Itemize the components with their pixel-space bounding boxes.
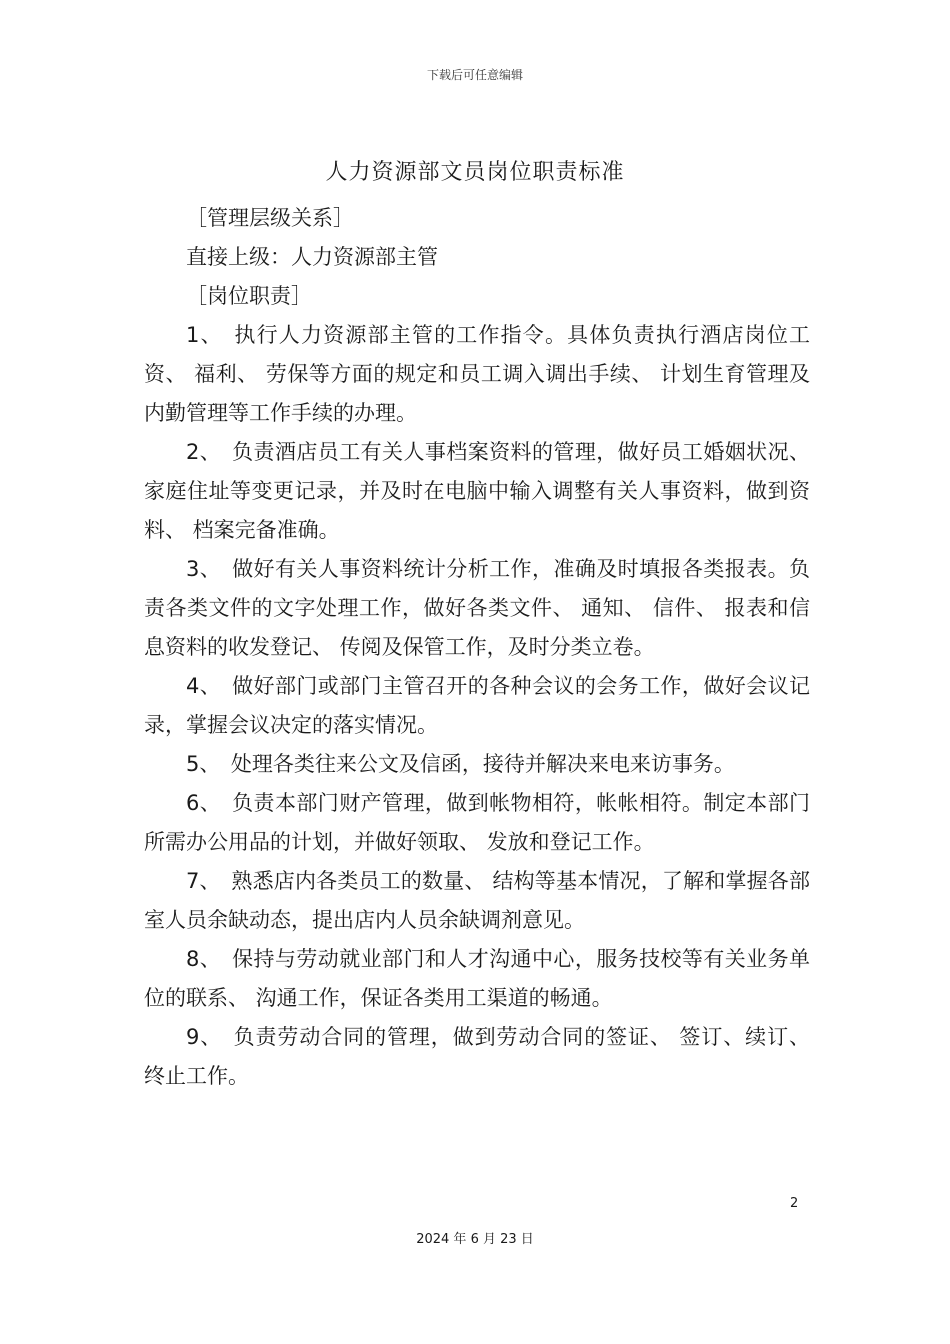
- direct-superior-line: 直接上级：人力资源部主管: [186, 245, 438, 269]
- duty-item: 9、 负责劳动合同的管理，做到劳动合同的签证、 签订、续订、 终止工作。: [144, 1025, 810, 1088]
- duty-item: 3、 做好有关人事资料统计分析工作，准确及时填报各类报表。负责各类文件的文字处理工作，做好各类文件、 通知、 信件、 报表和信息资料的收发登记、 传阅及保管工作，及时分类立卷。: [144, 557, 810, 659]
- document-title: 人力资源部文员岗位职责标准: [325, 160, 625, 185]
- page-number: 2: [790, 1196, 799, 1211]
- document-body: [144, 199, 810, 1096]
- duty-item: 5、 处理各类往来公文及信函，接待并解决来电来访事务。: [186, 752, 735, 776]
- duty-item: 6、 负责本部门财产管理，做到帐物相符，帐帐相符。制定本部门所需办公用品的计划，并做好领取、 发放和登记工作。: [144, 791, 810, 854]
- duty-item: 2、 负责酒店员工有关人事档案资料的管理，做好员工婚姻状况、 家庭住址等变更记录，并及时在电脑中输入调整有关人事资料，做到资料、 档案完备准确。: [144, 440, 810, 542]
- section-heading-duties: ［岗位职责］: [186, 284, 312, 308]
- header-note: 下载后可任意编辑: [426, 68, 523, 82]
- duty-item: 4、 做好部门或部门主管召开的各种会议的会务工作，做好会议记录，掌握会议决定的落实情况。: [144, 674, 810, 737]
- duty-item: 8、 保持与劳动就业部门和人才沟通中心，服务技校等有关业务单位的联系、 沟通工作，保证各类用工渠道的畅通。: [144, 947, 810, 1010]
- duty-item: 1、 执行人力资源部主管的工作指令。具体负责执行酒店岗位工资、 福利、 劳保等方面的规定和员工调入调出手续、 计划生育管理及内勤管理等工作手续的办理。: [144, 323, 810, 425]
- section-heading-management: ［管理层级关系］: [186, 206, 354, 230]
- footer-date: 2024 年 6 月 23 日: [416, 1232, 534, 1247]
- duty-item: 7、 熟悉店内各类员工的数量、 结构等基本情况，了解和掌握各部室人员余缺动态，提出店内人员余缺调剂意见。: [144, 869, 810, 932]
